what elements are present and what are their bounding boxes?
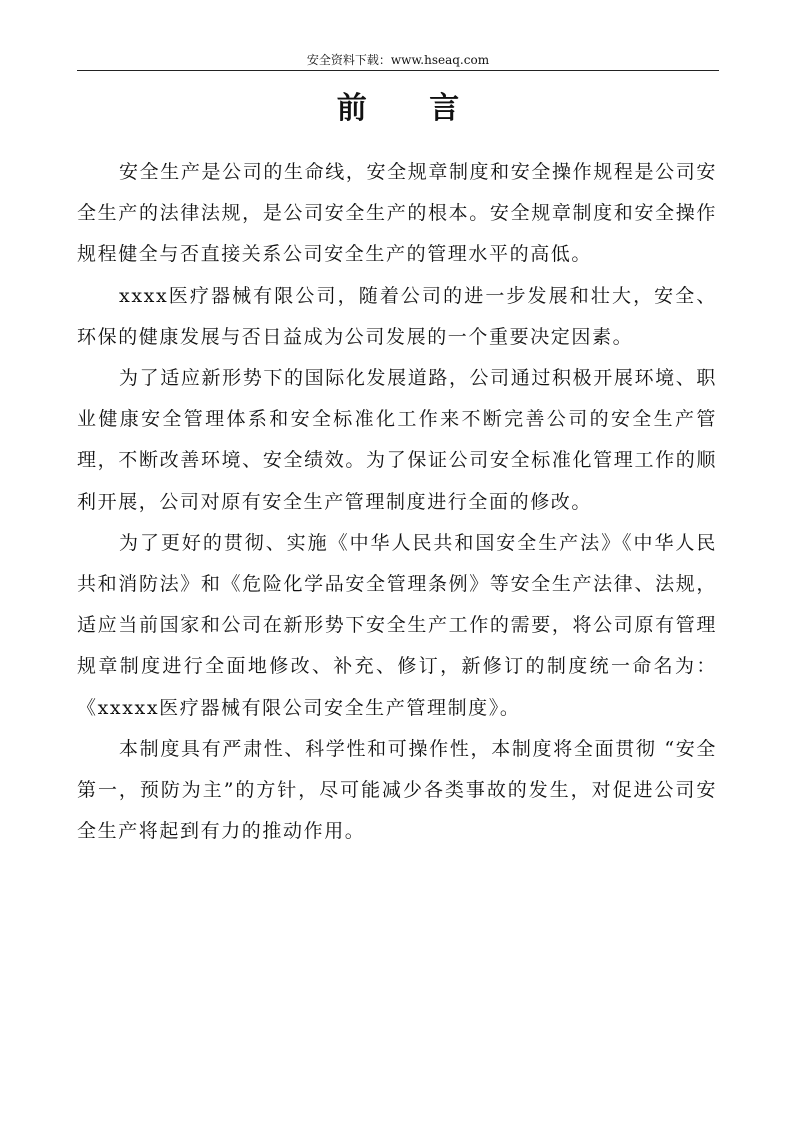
paragraph-3: 为了适应新形势下的国际化发展道路，公司通过积极开展环境、职业健康安全管理体系和安全标准化工作来不断完善公司的安全生产管理，不断改善环境、安全绩效。为了保证公司安全标准化管理工作的顺利开展，公司对原有安全生产管理制度进行全面的修改。	[77, 367, 717, 513]
page-header: 安全资料下载：www.hseaq.com	[306, 53, 490, 67]
document-body	[77, 152, 717, 852]
paragraph-2: xxxx医疗器械有限公司，随着公司的进一步发展和壮大，安全、环保的健康发展与否日益成为公司发展的一个重要决定因素。	[77, 284, 717, 348]
document-title: 前 言	[336, 91, 486, 126]
header-divider	[77, 70, 719, 71]
paragraph-1: 安全生产是公司的生命线，安全规章制度和安全操作规程是公司安全生产的法律法规，是公司安全生产的根本。安全规章制度和安全操作规程健全与否直接关系公司安全生产的管理水平的高低。	[77, 161, 717, 266]
paragraph-5: 本制度具有严肃性、科学性和可操作性，本制度将全面贯彻 “安全第一，预防为主”的方针，尽可能减少各类事故的发生，对促进公司安全生产将起到有力的推动作用。	[77, 737, 717, 843]
paragraph-4: 为了更好的贯彻、实施《中华人民共和国安全生产法》《中华人民共和消防法》和《危险化学品安全管理条例》等安全生产法律、法规，适应当前国家和公司在新形势下安全生产工作的需要，将公司原有管理规章制度进行全面地修改、补充、修订，新修订的制度统一命名为：《xxxxx医疗器械有限公司安全生产管理制度》。	[77, 531, 717, 719]
